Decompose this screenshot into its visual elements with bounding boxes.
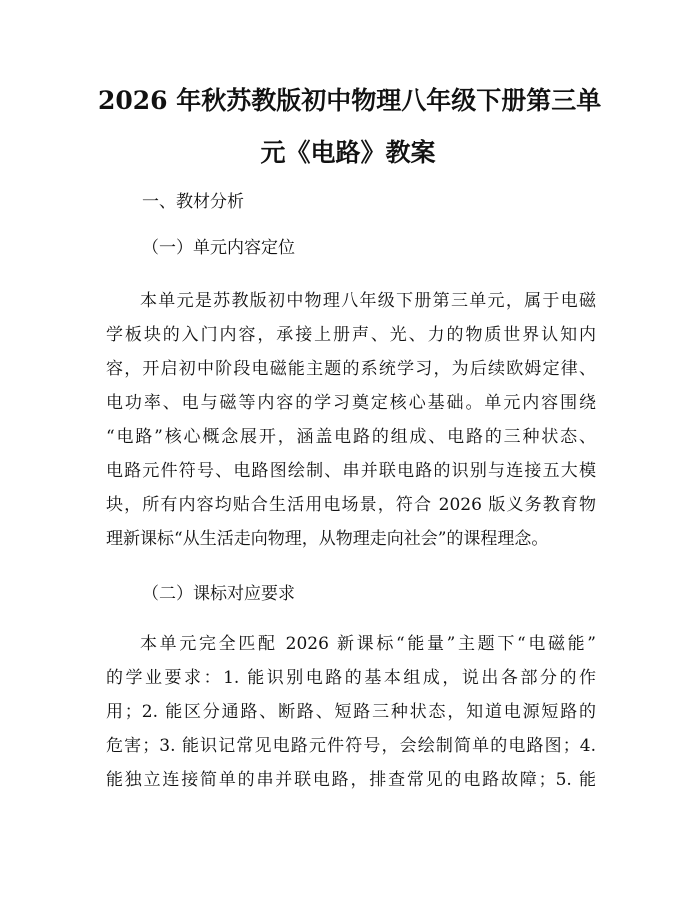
paragraph-line: “电路”核心概念展开，涵盖电路的组成、电路的三种状态、: [106, 427, 596, 447]
paragraph-line: 理新课标“从生活走向物理，从物理走向社会”的课程理念。: [106, 529, 549, 549]
document-title-line-2: 元《电路》教案: [260, 138, 436, 167]
paragraph-line: 的学业要求：1. 能识别电路的基本组成，说出各部分的作: [106, 668, 596, 688]
document-title-line-1: 2026 年秋苏教版初中物理八年级下册第三单: [98, 86, 602, 115]
paragraph-line: 用；2. 能区分通路、断路、短路三种状态，知道电源短路的: [106, 702, 596, 722]
paragraph-unit-positioning: [106, 284, 596, 556]
paragraph-line: 危害；3. 能识记常见电路元件符号，会绘制简单的电路图；4.: [106, 736, 596, 756]
paragraph-line: 块，所有内容均贴合生活用电场景，符合 2026 版义务教育物: [106, 495, 596, 515]
paragraph-curriculum-requirements: [106, 627, 596, 797]
paragraph-line: 电功率、电与磁等内容的学习奠定核心基础。单元内容围绕: [106, 393, 596, 413]
subsection-heading-curriculum-requirements: （二）课标对应要求: [142, 584, 295, 604]
paragraph-line: 能独立连接简单的串并联电路，排查常见的电路故障；5. 能: [106, 770, 596, 790]
section-heading-textbook-analysis: 一、教材分析: [142, 192, 244, 212]
subsection-heading-unit-positioning: （一）单元内容定位: [142, 238, 295, 258]
paragraph-line: 电路元件符号、电路图绘制、串并联电路的识别与连接五大模: [106, 461, 596, 481]
paragraph-line: 本单元完全匹配 2026 新课标“能量”主题下“电磁能”: [140, 634, 596, 654]
paragraph-line: 学板块的入门内容，承接上册声、光、力的物质世界认知内: [106, 325, 596, 345]
paragraph-line: 本单元是苏教版初中物理八年级下册第三单元，属于电磁: [140, 291, 596, 311]
paragraph-line: 容，开启初中阶段电磁能主题的系统学习，为后续欧姆定律、: [106, 359, 596, 379]
